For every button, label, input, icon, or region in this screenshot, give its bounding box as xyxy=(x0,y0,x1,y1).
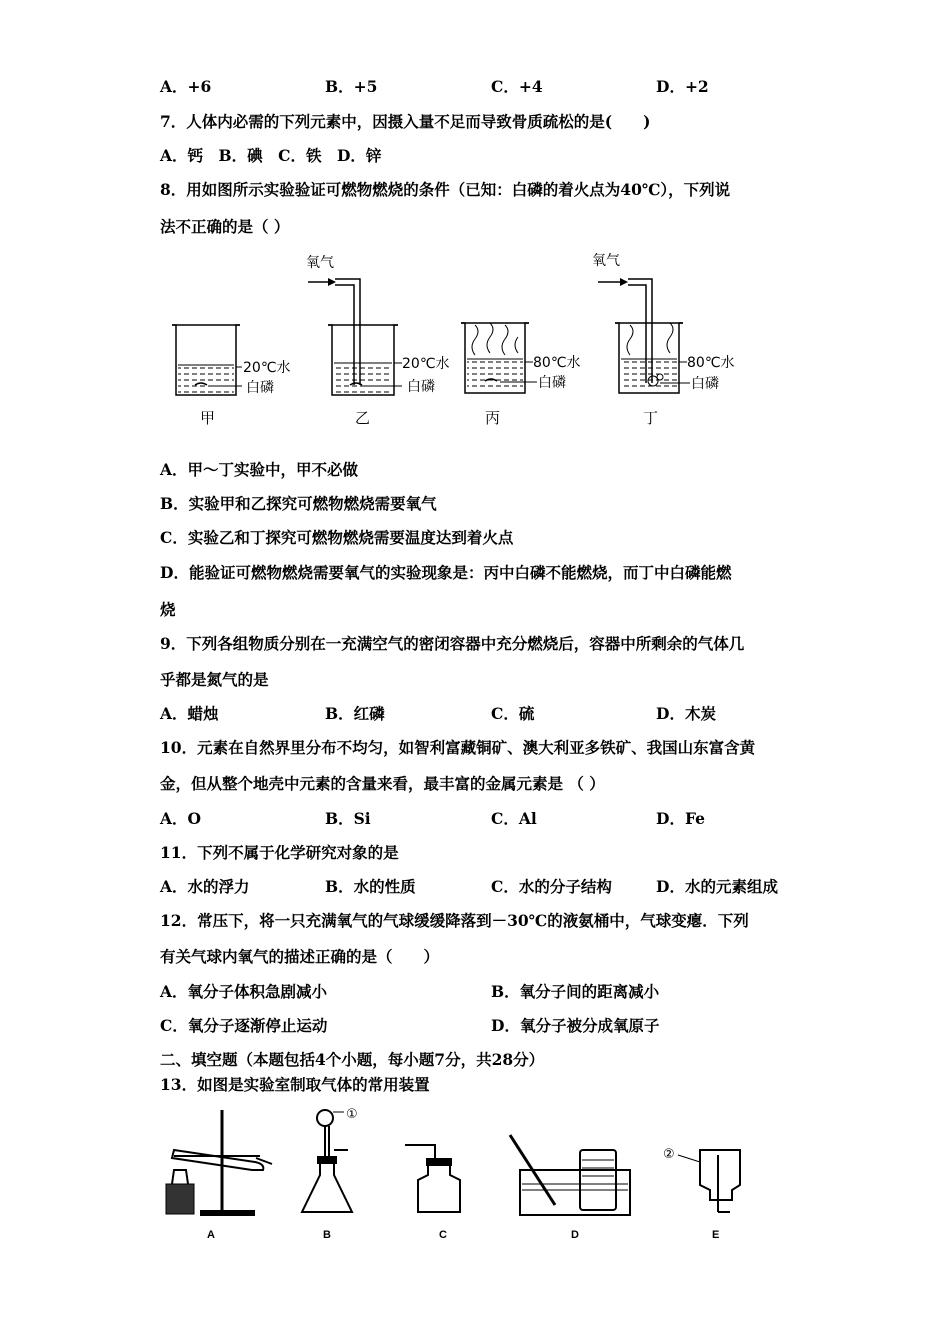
q10-option-b: B．Si xyxy=(325,809,371,828)
q9-stem-line1: 9．下列各组物质分别在一充满空气的密闭容器中充分燃烧后，容器中所剩余的气体几 xyxy=(160,634,745,653)
ding-label: 丁 xyxy=(643,409,659,427)
mark-2: ② xyxy=(663,1147,675,1162)
bing-water-label: 80℃水 xyxy=(533,355,581,371)
q6-option-c: C．+4 xyxy=(491,77,543,96)
q13-figure xyxy=(160,1100,760,1250)
q13-stem: 13．如图是实验室制取气体的常用装置 xyxy=(160,1075,430,1094)
q7-options: A．钙 B．碘 C．铁 D．锌 xyxy=(160,146,382,165)
apparatus-c xyxy=(405,1145,460,1241)
apparatus-a xyxy=(166,1110,272,1241)
q8-stem-line1: 8．用如图所示实验验证可燃物燃烧的条件（已知：白磷的着火点为40℃），下列说 xyxy=(160,180,731,199)
ding-phosphorus-label: 白磷 xyxy=(691,376,719,392)
label-c: C xyxy=(439,1229,447,1241)
q8-stem-line2: 法不正确的是（ ） xyxy=(160,217,290,236)
yi-phosphorus-label: 白磷 xyxy=(407,379,435,395)
q12-option-c: C．氧分子逐渐停止运动 xyxy=(160,1016,328,1035)
yi-oxygen-label: 氧气 xyxy=(306,255,334,271)
apparatus-e xyxy=(663,1147,740,1241)
q6-option-a: A．+6 xyxy=(160,77,212,96)
q12-option-a: A．氧分子体积急剧减小 xyxy=(160,982,328,1001)
beaker-yi xyxy=(306,255,450,427)
q11-stem: 11．下列不属于化学研究对象的是 xyxy=(160,843,399,862)
q8-option-c: C．实验乙和丁探究可燃物燃烧需要温度达到着火点 xyxy=(160,528,514,547)
q9-option-d: D．木炭 xyxy=(656,704,716,723)
jia-water-label: 20℃水 xyxy=(243,360,291,376)
beaker-ding xyxy=(592,253,735,427)
label-d: D xyxy=(571,1229,579,1241)
q10-option-a: A．O xyxy=(160,809,202,828)
q11-option-a: A．水的浮力 xyxy=(160,877,250,896)
q12-option-b: B．氧分子间的距离减小 xyxy=(491,982,660,1001)
q9-stem-line2: 乎都是氮气的是 xyxy=(160,670,269,689)
q10-stem-line2: 金，但从整个地壳中元素的含量来看，最丰富的金属元素是 （ ） xyxy=(160,774,605,793)
q8-option-a: A．甲～丁实验中，甲不必做 xyxy=(160,460,359,479)
mark-1: ① xyxy=(346,1107,358,1122)
apparatus-d xyxy=(510,1135,630,1241)
section2-title: 二、填空题（本题包括4个小题，每小题7分，共28分） xyxy=(160,1050,545,1069)
q8-option-b: B．实验甲和乙探究可燃物燃烧需要氧气 xyxy=(160,494,437,513)
q12-stem-line2: 有关气球内氧气的描述正确的是（ ） xyxy=(160,947,440,966)
q11-option-c: C．水的分子结构 xyxy=(491,877,612,896)
label-b: B xyxy=(323,1229,331,1241)
yi-water-label: 20℃水 xyxy=(402,356,450,372)
ding-water-label: 80℃水 xyxy=(687,355,735,371)
q7-stem: 7．人体内必需的下列元素中，因摄入量不足而导致骨质疏松的是( ) xyxy=(160,112,651,131)
q6-option-d: D．+2 xyxy=(656,77,709,96)
q8-option-d-line2: 烧 xyxy=(160,600,176,619)
q11-option-d: D．水的元素组成 xyxy=(656,877,778,896)
label-e: E xyxy=(712,1229,720,1241)
q12-stem-line1: 12．常压下，将一只充满氧气的气球缓缓降落到－30℃的液氨桶中，气球变瘪．下列 xyxy=(160,911,749,930)
yi-label: 乙 xyxy=(355,409,371,427)
q10-option-d: D．Fe xyxy=(656,809,705,828)
jia-label: 甲 xyxy=(200,409,216,427)
bing-label: 丙 xyxy=(485,409,501,427)
q8-option-d-line1: D．能验证可燃物燃烧需要氧气的实验现象是：丙中白磷不能燃烧，而丁中白磷能燃 xyxy=(160,563,732,582)
ding-oxygen-label: 氧气 xyxy=(592,253,620,269)
q6-option-b: B．+5 xyxy=(325,77,378,96)
q12-option-d: D．氧分子被分成氧原子 xyxy=(491,1016,660,1035)
q10-stem-line1: 10．元素在自然界里分布不均匀，如智利富藏铜矿、澳大利亚多铁矿、我国山东富含黄 xyxy=(160,738,756,757)
q9-option-c: C．硫 xyxy=(491,704,535,723)
q8-figure xyxy=(160,245,760,430)
q9-option-a: A．蜡烛 xyxy=(160,704,219,723)
q10-option-c: C．Al xyxy=(491,809,537,828)
bing-phosphorus-label: 白磷 xyxy=(538,375,566,391)
beaker-bing xyxy=(461,323,581,427)
q11-option-b: B．水的性质 xyxy=(325,877,416,896)
beaker-jia xyxy=(172,325,291,427)
label-a: A xyxy=(207,1229,215,1241)
jia-phosphorus-label: 白磷 xyxy=(246,380,274,396)
q9-option-b: B．红磷 xyxy=(325,704,385,723)
apparatus-b xyxy=(302,1107,358,1241)
